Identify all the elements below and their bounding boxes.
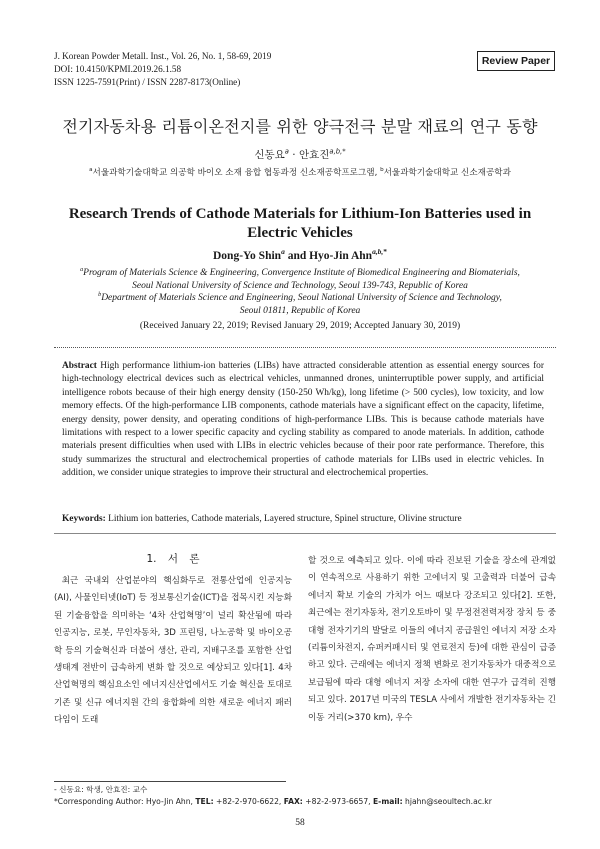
issn: ISSN 1225-7591(Print) / ISSN 2287-8173(Online) (54, 77, 241, 87)
footnote-email[interactable]: hjahn@seoultech.ac.kr (402, 796, 492, 806)
doi: DOI: 10.4150/KPMI.2019.26.1.58 (54, 64, 182, 74)
footnote-tel-label: TEL: (195, 796, 214, 806)
section-heading: 1. 서 론 (146, 553, 200, 565)
korean-author-2-sup: a,b, (329, 147, 343, 156)
footnotes (54, 784, 492, 807)
english-aff-a-line1: Program of Materials Science & Engineering, Convergence Institute of Biomedical Engineering and Biomaterials, (83, 268, 520, 278)
footnote-fax: +82-2-973-6657, (302, 796, 373, 806)
korean-affiliations (0, 166, 600, 178)
received-dates: (Received January 22, 2019; Revised January 29, 2019; Accepted January 30, 2019) (139, 321, 461, 331)
english-author-1: Dong-Yo Shin (213, 250, 282, 262)
footnote-email-label: E-mail: (372, 796, 403, 806)
english-author-2: Hyo-Jin Ahn (309, 250, 373, 262)
keywords (62, 513, 544, 526)
review-paper-badge: Review Paper (477, 51, 555, 71)
abstract (62, 360, 544, 481)
keywords-text: Lithium ion batteries, Cathode materials, Layered structure, Spinel structure, Olivine structure (105, 514, 462, 524)
korean-aff-b: 서울과학기술대학교 신소재공학과 (383, 168, 511, 178)
footnote-tel: +82-2-970-6622, (213, 796, 284, 806)
korean-aff-a: 서울과학기술대학교 의공학 바이오 소재 융합 협동과정 신소재공학프로그램, (92, 168, 381, 178)
footnote-author-roles: - 신동요: 학생, 안효진: 교수 (54, 785, 148, 794)
english-aff-a-sup: a (80, 266, 84, 273)
korean-author-2-star: * (342, 147, 346, 156)
korean-author-separator: · (288, 149, 299, 161)
solid-divider (54, 533, 556, 534)
footnote-fax-label: FAX: (283, 796, 303, 806)
body-paragraph-right: 할 것으로 예측되고 있다. 이에 따라 진보된 기술을 장소에 관계없이 연속적으로 사용하기 위한 고에너지 및 고출력과 더불어 급속 에너지 확보 기술의 가치가 어느 때보다 강조되고 있다[2]. 또한, 최근에는 전기자동차, 전기오토바이 및 무정전전력저장 장치 등 중대형 전자기기의 발달로 이들의 에너지 공급원인 에너지 저장 소자(리튬이차전지, 슈퍼커패시터 및 연료전지 등)에 대한 관심이 급증하고 있다. 근래에는 에너지 정책 변화로 전기자동차가 대중적으로 보급됨에 따라 대형 에너지 저장 소자에 대한 연구가 급격히 진행되고 있다. 2017년 미국의 TESLA 사에서 개발한 전기자동차는 긴 이동 거리(>370 km), 우수 (308, 556, 556, 723)
journal-citation: J. Korean Powder Metall. Inst., Vol. 26, No. 1, 58-69, 2019 (54, 51, 272, 61)
footnote-corresponding (54, 796, 492, 808)
body-paragraph-left: 최근 국내외 산업분야의 핵심화두로 전통산업에 인공지능(AI), 사물인터넷(IoT) 등 정보통신기술(ICT)을 접목시킨 지능화된 기술융합을 의미하는 ‘4차 산업혁명’이 널리 확산됨에 따라 인공지능, 로봇, 무인자동차, 3D 프린팅, 나노공학 및 바이오공학 등의 기술혁신과 더불어 생산, 관리, 지배구조를 포함한 산업생태계 전반이 급속하게 변화 할 것으로 예상되고 있다[1]. 4차 산업혁명의 핵심요소인 에너지신산업에서도 기술 혁신을 토대로 기존 및 신규 에너지원 간의 융합화에 의한 새로운 에너지 패러다임이 도래 (54, 576, 292, 726)
english-aff-a-line2: Seoul National University of Science and Technology, Seoul 139-743, Republic of Korea (132, 280, 468, 291)
english-title: Research Trends of Cathode Materials for Lithium-Ion Batteries used in Electric Vehicles (68, 206, 532, 241)
korean-author-1: 신동요 (254, 149, 285, 161)
english-authors (0, 247, 600, 262)
english-aff-b-sup: b (98, 291, 102, 298)
english-author-1-sup: a (281, 247, 285, 257)
english-author-and: and (284, 250, 310, 262)
korean-author-1-sup: a (284, 147, 289, 156)
english-affiliations (40, 267, 560, 317)
english-author-2-sup: a,b, (372, 247, 384, 257)
korean-aff-a-sup: a (89, 167, 93, 174)
korean-title: 전기자동차용 리튬이온전지를 위한 양극전극 분말 재료의 연구 동향 (62, 117, 538, 136)
keywords-label: Keywords: (62, 514, 106, 524)
dotted-divider (54, 347, 556, 348)
korean-aff-b-sup: b (380, 167, 384, 174)
korean-author-2: 안효진 (298, 149, 330, 161)
body-column-left (54, 573, 292, 730)
english-aff-b-line2: Seoul 01811, Republic of Korea (239, 305, 361, 316)
english-aff-b-line1: Department of Materials Science and Engineering, Seoul National University of Science and Technology, (101, 293, 502, 303)
korean-authors (0, 147, 600, 162)
english-author-2-star: * (383, 247, 387, 257)
journal-header (54, 50, 271, 89)
abstract-text: High performance lithium-ion batteries (LIBs) have attracted considerable attention as essential energy sources for high-technology electrical devices such as electrical vehicles, unmanned drones, uninterruptible power supply, and artificial intelligence robots because of their high energy density (150-250 Wh/kg), long lifetime (> 500 cycles), low toxicity, and low memory effects. Of the high-performance LIB components, cathode materials have a significant effect on the capacity, lifetime, energy density, power density, and operating conditions of high-performance LIBs. This is because cathode materials have limitations with respect to a lower specific capacity and cycling stability as compared to anode materials. In addition, cathode materials present difficulties when used with LIBs in electric vehicles because of their poor rate performance. Therefore, this study summarizes the structural and electrochemical properties of cathode materials for LIBs used in electric vehicles. In addition, we consider unique strategies to improve their structural and electrochemical properties. (62, 361, 544, 479)
body-column-right (308, 553, 556, 727)
abstract-label: Abstract (62, 361, 97, 371)
footnote-divider (54, 781, 286, 782)
page-number: 58 (295, 818, 305, 828)
footnote-corr-prefix: *Corresponding Author: Hyo-Jin Ahn, (54, 796, 196, 806)
